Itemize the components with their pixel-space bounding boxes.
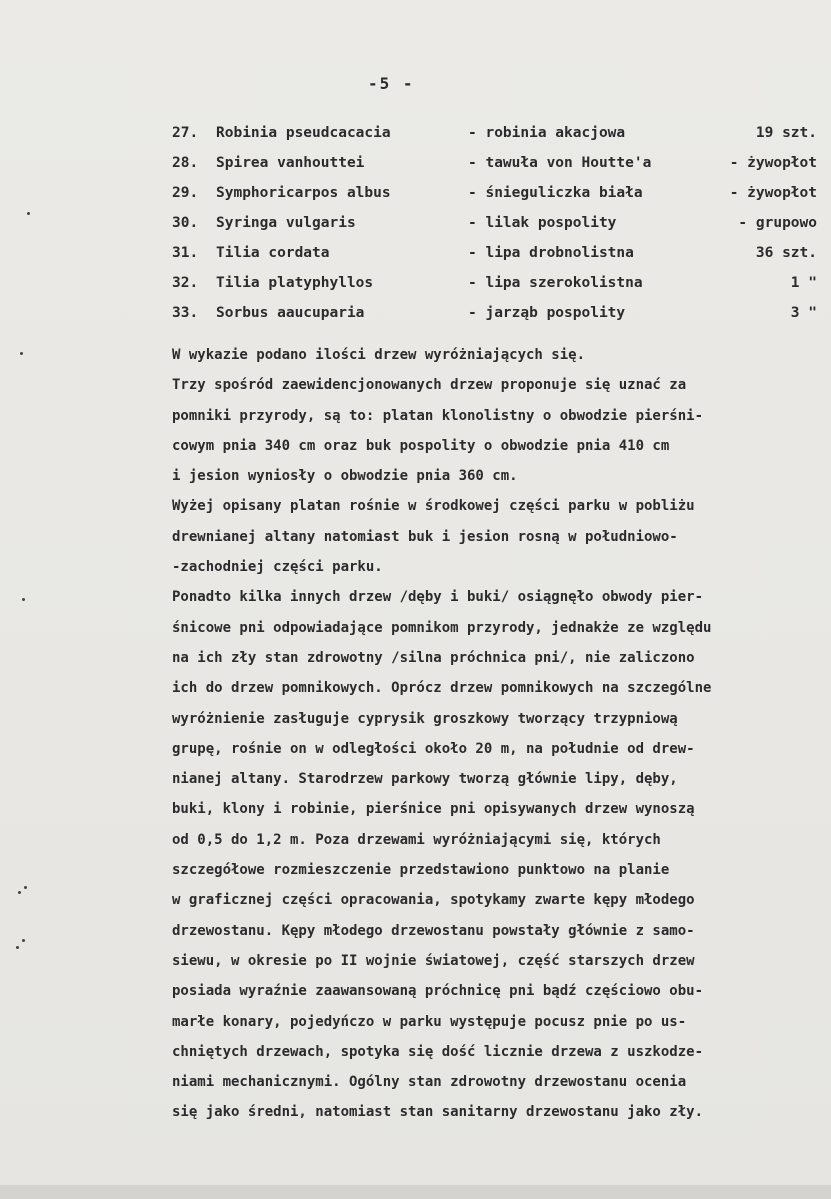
species-polish-name: - tawuła von Houtte'a bbox=[468, 155, 652, 171]
species-polish-name: - jarząb pospolity bbox=[468, 305, 626, 321]
text-line: drzewostanu. Kępy młodego drzewostanu powstały głównie z samo- bbox=[172, 922, 695, 939]
species-latin-name: Syringa vulgaris bbox=[216, 215, 356, 231]
text-line: na ich zły stan zdrowotny /silna próchnica pni/, nie zaliczono bbox=[172, 649, 695, 666]
species-number: 27. bbox=[172, 125, 199, 141]
text-line: posiada wyraźnie zaawansowaną próchnicę pni bądź częściowo obu- bbox=[172, 983, 704, 1000]
text-line: i jesion wyniosły o obwodzie pnia 360 cm. bbox=[172, 468, 518, 485]
margin-speck bbox=[22, 939, 25, 942]
text-line: Wyżej opisany platan rośnie w środkowej części parku w pobliżu bbox=[172, 498, 695, 515]
text-line: grupę, rośnie on w odległości około 20 m, na południe od drew- bbox=[172, 740, 695, 757]
text-line: drewnianej altany natomiast buk i jesion rosną w południowo- bbox=[172, 528, 678, 545]
species-polish-name: - śnieguliczka biała bbox=[468, 185, 643, 201]
species-quantity: - grupowo bbox=[738, 215, 817, 231]
page-number: -5 - bbox=[368, 74, 415, 93]
species-quantity: 3 " bbox=[790, 305, 817, 321]
species-row bbox=[172, 148, 817, 178]
species-latin-name: Spirea vanhouttei bbox=[216, 155, 365, 171]
species-quantity: - żywopłot bbox=[729, 155, 817, 171]
text-line: Trzy spośród zaewidencjonowanych drzew proponuje się uznać za bbox=[172, 377, 687, 394]
species-quantity: 1 " bbox=[790, 275, 817, 291]
species-polish-name: - lilak pospolity bbox=[468, 215, 617, 231]
text-line: marłe konary, pojedyńczo w parku występuje pocusz pnie po us- bbox=[172, 1013, 687, 1030]
text-line: wyróżnienie zasługuje cyprysik groszkowy tworzący trzypniową bbox=[172, 710, 678, 727]
species-row bbox=[172, 118, 817, 148]
text-line: buki, klony i robinie, pierśnice pni opisywanych drzew wynoszą bbox=[172, 801, 695, 818]
species-number: 31. bbox=[172, 245, 199, 261]
text-line: W wykazie podano ilości drzew wyróżniających się. bbox=[172, 347, 586, 363]
margin-speck bbox=[20, 352, 23, 355]
species-latin-name: Sorbus aaucuparia bbox=[216, 305, 365, 321]
species-quantity: 36 szt. bbox=[755, 245, 817, 261]
species-quantity: 19 szt. bbox=[755, 125, 817, 141]
margin-speck bbox=[18, 891, 21, 894]
species-polish-name: - robinia akacjowa bbox=[468, 125, 626, 141]
species-latin-name: Robinia pseudcacacia bbox=[216, 125, 391, 141]
species-polish-name: - lipa szerokolistna bbox=[468, 275, 643, 291]
text-line: szczegółowe rozmieszczenie przedstawiono punktowo na planie bbox=[172, 862, 670, 879]
species-number: 32. bbox=[172, 275, 199, 291]
text-line: się jako średni, natomiast stan sanitarny drzewostanu jako zły. bbox=[172, 1104, 704, 1121]
text-line: chniętych drzewach, spotyka się dość licznie drzewa z uszkodze- bbox=[172, 1043, 704, 1060]
text-line: w graficznej części opracowania, spotykamy zwarte kępy młodego bbox=[172, 892, 695, 909]
margin-speck bbox=[24, 886, 27, 889]
text-line: Ponadto kilka innych drzew /dęby i buki/ osiągnęło obwody pier- bbox=[172, 589, 704, 606]
text-line: śnicowe pni odpowiadające pomnikom przyrody, jednakże ze względu bbox=[172, 619, 712, 636]
text-line: od 0,5 do 1,2 m. Poza drzewami wyróżniającymi się, których bbox=[172, 831, 661, 848]
species-quantity: - żywopłot bbox=[729, 185, 817, 201]
species-latin-name: Tilia cordata bbox=[216, 245, 330, 261]
species-number: 29. bbox=[172, 185, 199, 201]
species-polish-name: - lipa drobnolistna bbox=[468, 245, 634, 261]
margin-speck bbox=[22, 598, 25, 601]
margin-speck bbox=[27, 212, 30, 215]
species-row bbox=[172, 178, 817, 208]
text-line: nianej altany. Starodrzew parkowy tworzą głównie lipy, dęby, bbox=[172, 771, 678, 788]
species-row bbox=[172, 238, 817, 268]
species-row bbox=[172, 298, 817, 328]
margin-speck bbox=[16, 946, 19, 949]
species-row bbox=[172, 268, 817, 298]
text-line: niami mechanicznymi. Ogólny stan zdrowotny drzewostanu ocenia bbox=[172, 1074, 687, 1091]
species-number: 33. bbox=[172, 305, 199, 321]
species-list bbox=[172, 118, 817, 328]
species-latin-name: Symphoricarpos albus bbox=[216, 185, 391, 201]
body-text bbox=[172, 340, 824, 1128]
text-line: siewu, w okresie po II wojnie światowej, część starszych drzew bbox=[172, 952, 695, 969]
species-latin-name: Tilia platyphyllos bbox=[216, 275, 374, 291]
species-row bbox=[172, 208, 817, 238]
species-number: 28. bbox=[172, 155, 199, 171]
species-number: 30. bbox=[172, 215, 199, 231]
text-line: -zachodniej części parku. bbox=[172, 559, 383, 576]
text-line: pomniki przyrody, są to: platan klonolistny o obwodzie pierśni- bbox=[172, 407, 704, 424]
text-line: ich do drzew pomnikowych. Oprócz drzew pomnikowych na szczególne bbox=[172, 680, 712, 697]
text-line: cowym pnia 340 cm oraz buk pospolity o obwodzie pnia 410 cm bbox=[172, 437, 670, 454]
